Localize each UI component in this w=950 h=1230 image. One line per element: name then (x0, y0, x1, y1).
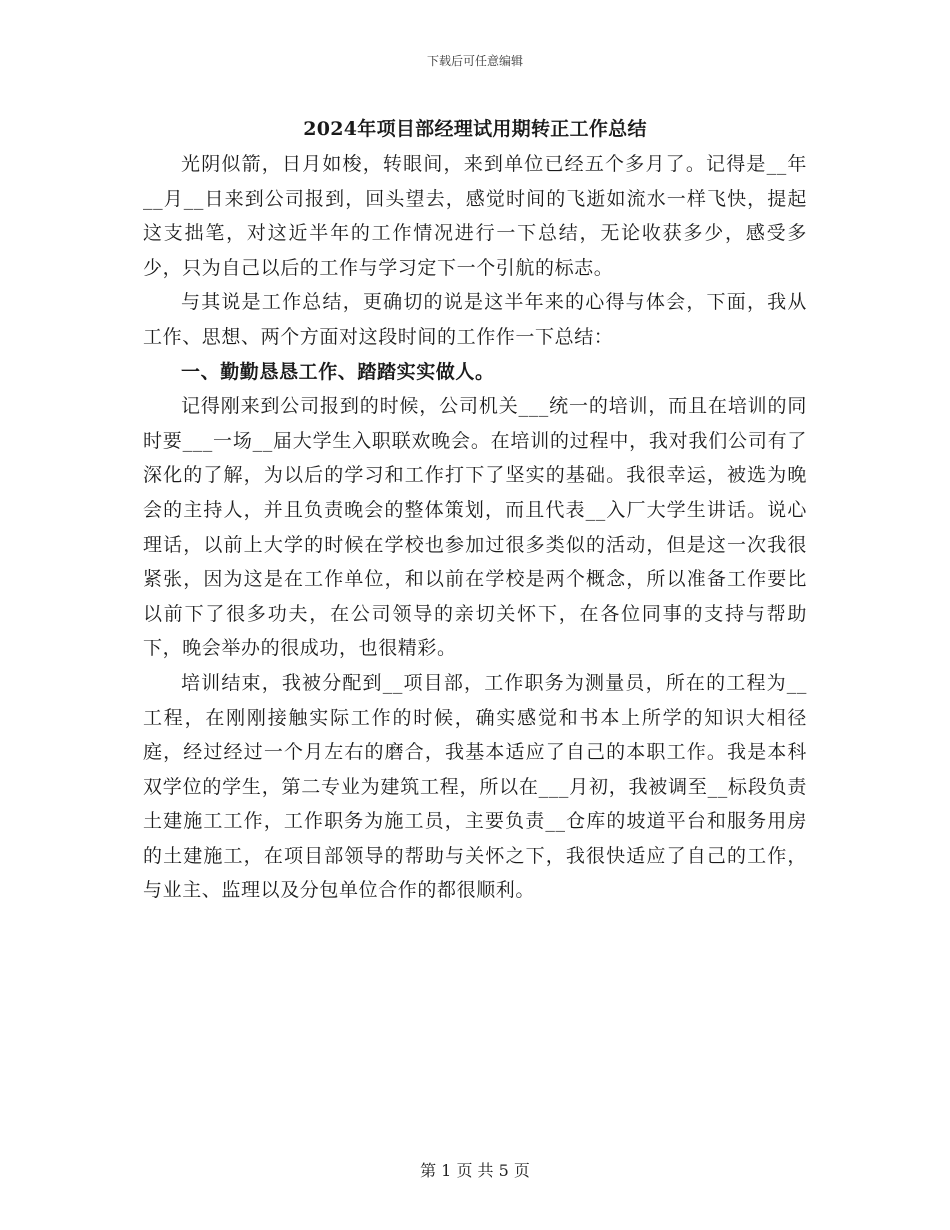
paragraph-overview: 与其说是工作总结，更确切的说是这半年来的心得与体会，下面，我从工作、思想、两个方面对这段时间的工作作一下总结： (143, 291, 807, 348)
paragraph-assignment: 培训结束，我被分配到__项目部，工作职务为测量员，所在的工程为__工程，在刚刚接触实际工作的时候，确实感觉和书本上所学的知识大相径庭，经过经过一个月左右的磨合，我基本适应了自己的本职工作。我是本科双学位的学生，第二专业为建筑工程，所以在___月初，我被调至__标段负责土建施工工作，工作职务为施工员，主要负责__仓库的坡道平台和服务用房的土建施工，在项目部领导的帮助与关怀之下，我很快适应了自己的工作，与业主、监理以及分包单位合作的都很顺利。 (143, 671, 807, 902)
section-heading-1: 一、勤勤恳恳工作、踏踏实实做人。 (181, 360, 495, 383)
page-header-note: 下载后可任意编辑 (426, 54, 523, 68)
paragraph-intro: 光阴似箭，日月如梭，转眼间，来到单位已经五个多月了。记得是__年__月__日来到公司报到，回头望去，感觉时间的飞逝如流水一样飞快，提起这支拙笔，对这近半年的工作情况进行一下总结，无论收获多少，感受多少，只为自己以后的工作与学习定下一个引航的标志。 (143, 153, 807, 279)
document-title: 2024年项目部经理试用期转正工作总结 (303, 118, 647, 140)
paragraph-training: 记得刚来到公司报到的时候，公司机关___统一的培训，而且在培训的同时要___一场__届大学生入职联欢晚会。在培训的过程中，我对我们公司有了深化的了解，为以后的学习和工作打下了坚实的基础。我很幸运，被选为晚会的主持人，并且负责晚会的整体策划，而且代表__入厂大学生讲话。说心理话，以前上大学的时候在学校也参加过很多类似的活动，但是这一次我很紧张，因为这是在工作单位，和以前在学校是两个概念，所以准备工作要比以前下了很多功夫，在公司领导的亲切关怀下，在各位同事的支持与帮助下，晚会举办的很成功，也很精彩。 (143, 395, 807, 660)
document-body (143, 147, 807, 908)
page-number-footer: 第 1 页 共 5 页 (420, 1161, 530, 1180)
